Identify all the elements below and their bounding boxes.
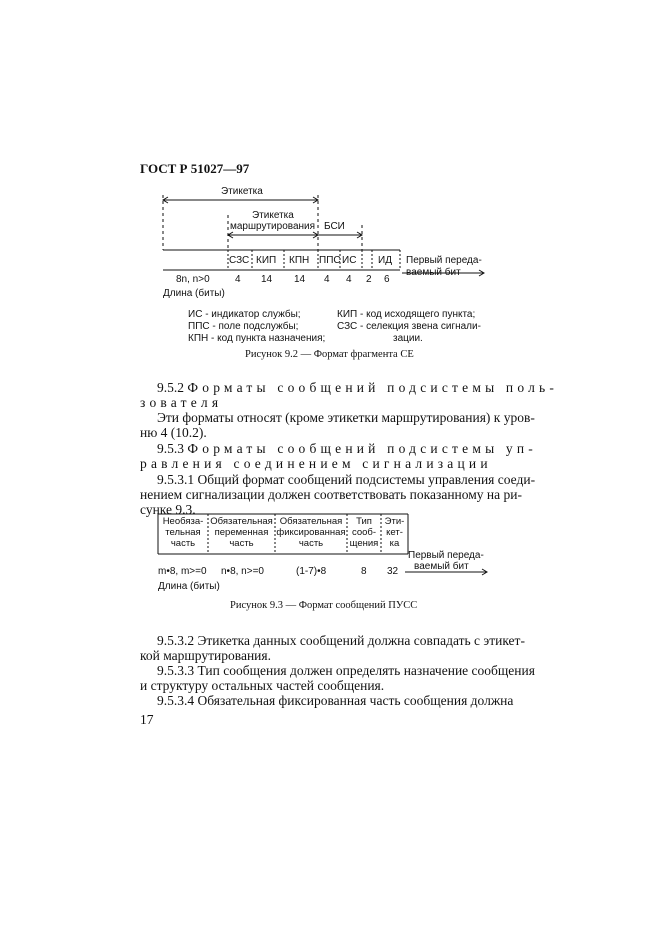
paragraph-line: сунке 9.3. bbox=[140, 502, 196, 517]
cell-text: кет- bbox=[386, 527, 403, 538]
field-kip: КИП bbox=[256, 255, 277, 266]
size-variable: n•8, n>=0 bbox=[221, 566, 264, 577]
length-label: Длина (биты) bbox=[158, 581, 220, 592]
legend-right bbox=[337, 309, 481, 345]
label-etiketka: Этикетка bbox=[221, 186, 263, 197]
size-label: 32 bbox=[387, 566, 399, 577]
size-optional: m•8, m>=0 bbox=[158, 566, 207, 577]
section-953-heading bbox=[157, 441, 537, 456]
field-pps: ППС bbox=[319, 255, 341, 266]
paragraph-line: Эти форматы относят (кроме этикетки маршрутирования) к уров- bbox=[157, 410, 535, 425]
label-routing: Этикетка bbox=[252, 210, 294, 221]
paragraph-line: 9.5.3.2 Этикетка данных сообщений должна совпадать с этикет- bbox=[157, 633, 525, 648]
first-bit-label-2: ваемый бит bbox=[406, 267, 461, 278]
paragraph-line: кой маршрутирования. bbox=[140, 648, 271, 663]
cell-text: тельная bbox=[165, 527, 201, 538]
size-kip: 14 bbox=[261, 274, 273, 285]
cell-text: Эти- bbox=[384, 516, 405, 527]
size-2: 2 bbox=[366, 274, 372, 285]
cell-text: фиксированная bbox=[276, 527, 346, 538]
section-952-heading bbox=[157, 380, 558, 395]
section-number: 9.5.3 bbox=[157, 441, 184, 456]
first-bit-label: Первый переда- bbox=[408, 550, 484, 561]
paragraph-line: ню 4 (10.2). bbox=[140, 425, 207, 440]
size-8n: 8n, n>0 bbox=[176, 274, 210, 285]
cell-optional bbox=[158, 516, 208, 549]
section-title: Форматы сообщений подсистемы поль- bbox=[187, 380, 559, 395]
document-header: ГОСТ Р 51027—97 bbox=[140, 161, 250, 176]
paragraph-line: 9.5.3.3 Тип сообщения должен определять назначение сообщения bbox=[157, 663, 535, 678]
paragraph-line: и структуру остальных частей сообщения. bbox=[140, 678, 385, 693]
legend-item: ППС - поле подслужбы; bbox=[188, 321, 299, 332]
length-label: Длина (биты) bbox=[163, 288, 225, 299]
cell-text: Обязательная bbox=[210, 516, 273, 527]
cell-text: Необяза- bbox=[162, 516, 204, 527]
size-kpn: 14 bbox=[294, 274, 306, 285]
size-szs: 4 bbox=[235, 274, 241, 285]
field-id: ИД bbox=[378, 255, 392, 266]
cell-text: сооб- bbox=[351, 527, 377, 538]
field-is: ИС bbox=[342, 255, 357, 266]
paragraph-line: 9.5.3.1 Общий формат сообщений подсистемы управления соеди- bbox=[157, 472, 536, 487]
paragraph-line: 9.5.3.4 Обязательная фиксированная часть сообщения должна bbox=[157, 693, 514, 708]
size-id: 6 bbox=[384, 274, 390, 285]
paragraph-line: нением сигнализации должен соответствовать показанному на ри- bbox=[140, 487, 522, 502]
section-number: 9.5.2 bbox=[157, 380, 184, 395]
first-bit-label: Первый переда- bbox=[406, 255, 482, 266]
field-szs: СЗС bbox=[229, 255, 250, 266]
section-title-cont: зователя bbox=[140, 395, 223, 410]
cell-text: Обязательная bbox=[279, 516, 343, 527]
cell-mandatory-variable bbox=[208, 516, 275, 549]
size-type: 8 bbox=[361, 566, 367, 577]
size-fixed: (1-7)•8 bbox=[296, 566, 327, 577]
field-kpn: КПН bbox=[289, 255, 310, 266]
cell-mandatory-fixed bbox=[275, 516, 347, 549]
cell-text: Тип bbox=[356, 516, 372, 527]
section-title-cont: равления соединением сигнализации bbox=[140, 456, 492, 471]
legend-item: КИП - код исходящего пункта; bbox=[337, 309, 476, 320]
first-bit-label-2: ваемый бит bbox=[414, 561, 469, 572]
legend-item: ИС - индикатор службы; bbox=[188, 309, 301, 320]
figure-caption: Рисунок 9.2 — Формат фрагмента СЕ bbox=[245, 349, 414, 360]
section-title: Форматы сообщений подсистемы уп- bbox=[187, 441, 537, 456]
legend-item: зации. bbox=[393, 333, 423, 344]
cell-text: часть bbox=[229, 538, 254, 549]
legend-item: СЗС - селекция звена сигнали- bbox=[337, 321, 481, 332]
legend-item: КПН - код пункта назначения; bbox=[188, 333, 326, 344]
cell-text: часть bbox=[298, 538, 324, 549]
cell-text: ка bbox=[389, 538, 400, 549]
legend-left bbox=[188, 309, 325, 345]
figure-caption: Рисунок 9.3 — Формат сообщений ПУСС bbox=[230, 600, 418, 611]
page-number: 17 bbox=[140, 712, 154, 727]
cell-text: щения bbox=[349, 538, 379, 549]
size-is: 4 bbox=[346, 274, 352, 285]
size-pps: 4 bbox=[324, 274, 330, 285]
cell-label bbox=[381, 516, 408, 549]
cell-text: часть bbox=[170, 538, 196, 549]
label-routing-2: маршрутирования bbox=[230, 221, 316, 232]
label-bsi: БСИ bbox=[324, 221, 345, 232]
cell-text: переменная bbox=[214, 527, 269, 538]
cell-message-type bbox=[347, 516, 381, 549]
